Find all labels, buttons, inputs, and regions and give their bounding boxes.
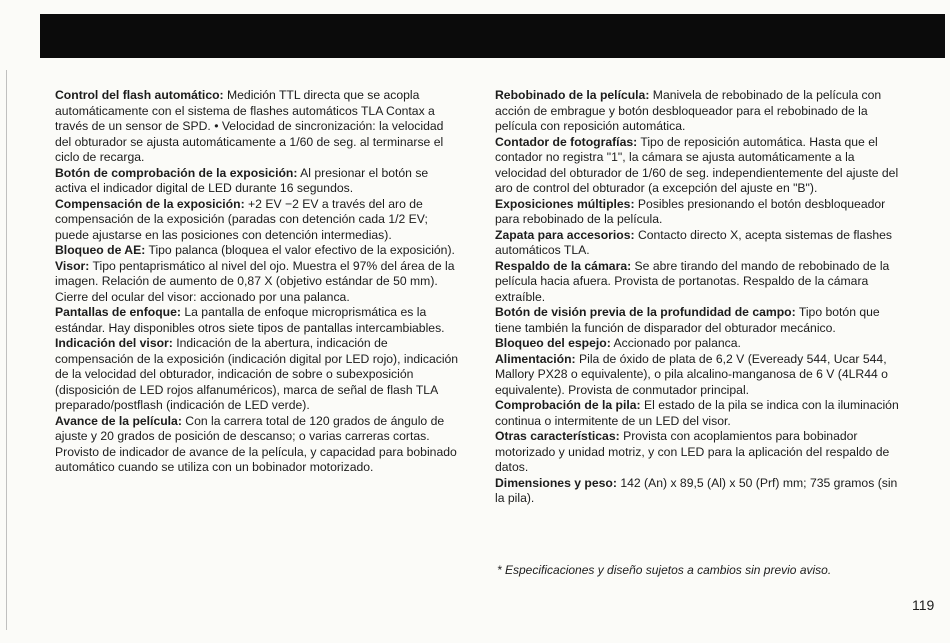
spec-term: Avance de la película: [55, 413, 182, 428]
spec-entry-exposure-compensation [55, 197, 460, 244]
spec-text: Accionado por palanca. [613, 336, 741, 350]
spec-entry-viewfinder-display [55, 336, 460, 414]
spec-term: Indicación del visor: [55, 336, 173, 350]
spec-entry-frame-counter [495, 135, 905, 197]
spec-entry-battery-check [495, 398, 905, 429]
page-edge-line [6, 70, 7, 630]
spec-entry-flash-control [55, 88, 460, 166]
spec-entry-camera-back [495, 259, 905, 306]
spec-text: Con la carrera total de 120 grados de ángulo de ajuste y 20 grados de posición de descanso; o varias carreras cortas. Provisto de indicador de avance de la película, y capacidad para bobinado automático cuando se utiliza con un bobinador motorizado. [55, 413, 457, 474]
spec-term: Compensación de la exposición: [55, 196, 245, 211]
spec-term: Rebobinado de la película: [495, 88, 650, 102]
spec-term: Comprobación de la pila: [495, 398, 641, 412]
spec-entry-other-features [495, 429, 905, 476]
spec-entry-focusing-screens [55, 305, 460, 336]
right-column [495, 88, 905, 507]
spec-entry-mirror-lock [495, 336, 905, 352]
spec-text: Tipo palanca (bloquea el valor efectivo de la exposición). [148, 243, 455, 257]
left-column [55, 88, 460, 476]
spec-entry-power [495, 352, 905, 399]
spec-text: Manivela de rebobinado de la película con acción de embrague y botón desbloqueador para el rebobinado de la película con reposición automática. [495, 88, 882, 133]
spec-text: Medición TTL directa que se acopla automáticamente con el sistema de flashes automáticos TLA Contax a través de un sensor de SPD. • Velocidad de sincronización: la velocidad del obturador se ajusta automáticamente a 1/60 de seg. al terminarse el ciclo de recarga. [55, 88, 444, 164]
spec-term: Exposiciones múltiples: [495, 196, 635, 211]
spec-text: 142 (An) x 89,5 (Al) x 50 (Prf) mm; 735 gramos (sin la pila). [495, 475, 898, 505]
spec-term: Pantallas de enfoque: [55, 305, 181, 319]
spec-text: Posibles presionando el botón desbloqueador para rebobinado de la película. [495, 196, 886, 226]
spec-entry-accessory-shoe [495, 228, 905, 259]
header-bar [40, 14, 945, 58]
spec-text: Pila de óxido de plata de 6,2 V (Eveready 544, Ucar 544, Mallory PX28 o equivalente), o pila alcalino-manganosa de 6 V (4LR44 o equivalente). Provista de conmutador principal. [495, 351, 888, 397]
spec-term: Otras características: [495, 429, 620, 443]
spec-text: Contacto directo X, acepta sistemas de flashes automáticos TLA. [495, 227, 892, 257]
spec-term: Dimensiones y peso: [495, 475, 617, 490]
spec-term: Bloqueo de AE: [55, 243, 146, 257]
spec-entry-exposure-check [55, 166, 460, 197]
spec-text: Se abre tirando del mando de rebobinado de la película hacia afuera. Provista de portanotas. Respaldo de la cámara extraíble. [495, 258, 890, 304]
spec-term: Respaldo de la cámara: [495, 258, 632, 273]
spec-text: Tipo botón que tiene también la función de disparador del obturador mecánico. [495, 305, 880, 335]
spec-entry-multiple-exposures [495, 197, 905, 228]
spec-term: Zapata para accesorios: [495, 227, 635, 242]
spec-term: Alimentación: [495, 351, 576, 366]
spec-entry-ae-lock [55, 243, 460, 259]
page-number: 119 [912, 597, 935, 613]
spec-entry-film-advance [55, 414, 460, 476]
spec-text: Tipo pentaprismático al nivel del ojo. Muestra el 97% del área de la imagen. Relación de aumento de 0,87 X (objetivo estándar de 50 mm). Cierre del ocular del visor: accionado por una palanca. [55, 258, 455, 304]
spec-term: Botón de visión previa de la profundidad de campo: [495, 305, 796, 319]
spec-entry-viewfinder [55, 259, 460, 306]
footnote: * Especificaciones y diseño sujetos a cambios sin previo aviso. [497, 563, 832, 577]
spec-entry-depth-of-field-preview [495, 305, 905, 336]
spec-text: La pantalla de enfoque microprismática es la estándar. Hay disponibles otros siete tipos de pantallas intercambiables. [55, 305, 445, 335]
spec-entry-film-rewind [495, 88, 905, 135]
spec-text: Tipo de reposición automática. Hasta que el contador no registra "1", la cámara se ajusta automáticamente a la velocidad del obturador de 1/60 de seg. independientemente del ajuste del aro de control del obturador (a excepción del ajuste en "B"). [495, 134, 899, 195]
spec-entry-dimensions-weight [495, 476, 905, 507]
spec-term: Contador de fotografías: [495, 134, 638, 149]
spec-text: +2 EV −2 EV a través del aro de compensación de la exposición (paradas con detención cada 1/2 EV; puede ajustarse en las posiciones con detención intermedias). [55, 196, 428, 242]
spec-text: Indicación de la abertura, indicación de compensación de la exposición (indicación digital por LED rojo), indicación de la velocidad del obturador, indicación de sobre o subexposición (disposición de LED rojos alfanuméricos), marca de señal de flash TLA preparado/postflash (indicación de LED verde). [55, 336, 459, 412]
spec-text: El estado de la pila se indica con la iluminación continua o intermitente de un LED del visor. [495, 398, 899, 428]
spec-term: Bloqueo del espejo: [495, 336, 611, 350]
spec-text: Provista con acoplamientos para bobinador motorizado y unidad motriz, y con LED para la aplicación del respaldo de datos. [495, 429, 890, 474]
spec-text: Al presionar el botón se activa el indicador digital de LED durante 16 segundos. [55, 165, 429, 195]
spec-term: Visor: [55, 258, 90, 273]
spec-term: Control del flash automático: [55, 88, 224, 102]
spec-term: Botón de comprobación de la exposición: [55, 165, 298, 180]
